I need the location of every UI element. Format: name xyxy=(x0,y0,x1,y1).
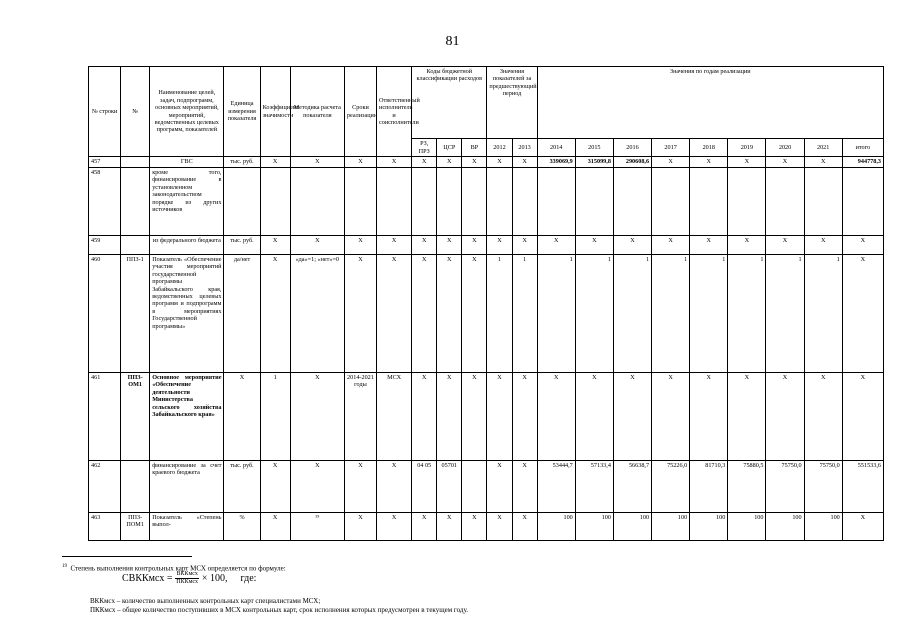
year-value-cell: X xyxy=(690,373,728,461)
name-cell: кроме того, финансирование в установленном законодательством порядке из других источников xyxy=(150,168,224,236)
header-rz: РЗ, ПРЗ xyxy=(412,139,437,157)
row-number-cell: 461 xyxy=(89,373,121,461)
csr-cell: X xyxy=(437,255,462,373)
year-value-cell: 75750,0 xyxy=(804,461,842,513)
year-value-cell: 100 xyxy=(728,513,766,541)
year-2013-cell: X xyxy=(512,236,537,255)
year-value-cell xyxy=(537,168,575,236)
period-cell: 2014-2021 годы xyxy=(344,373,376,461)
header-budget-codes: Коды бюджетной классификации расходов xyxy=(412,67,487,139)
header-year-2016: 2016 xyxy=(613,139,651,157)
year-2013-cell: X xyxy=(512,513,537,541)
rz-cell: X xyxy=(412,513,437,541)
code-cell xyxy=(121,168,150,236)
year-value-cell: 56638,7 xyxy=(613,461,651,513)
table-row xyxy=(89,168,884,236)
table-row xyxy=(89,255,884,373)
csr-cell: 05701 xyxy=(437,461,462,513)
method-cell: X xyxy=(290,461,344,513)
header-period: Сроки реализации xyxy=(344,67,376,157)
year-value-cell: 339069,9 xyxy=(537,157,575,168)
period-cell: X xyxy=(344,236,376,255)
header-year-2014: 2014 xyxy=(537,139,575,157)
year-2012-cell: X xyxy=(487,373,512,461)
header-row-no: № строки xyxy=(89,67,121,157)
vr-cell xyxy=(462,168,487,236)
name-cell: Показатель «Обеспечение участия мероприятий государственной программы Забайкальского края, ведомственных целевых программ и подпрограмм в мероприятиях Государственной программы» xyxy=(150,255,224,373)
formula-rhs: × 100, xyxy=(201,573,228,584)
table-row xyxy=(89,236,884,255)
year-value-cell: 100 xyxy=(766,513,804,541)
year-value-cell: X xyxy=(613,236,651,255)
year-value-cell: X xyxy=(575,373,613,461)
header-vr: ВР xyxy=(462,139,487,157)
total-cell xyxy=(842,168,883,236)
year-2013-cell: X xyxy=(512,157,537,168)
year-value-cell xyxy=(766,168,804,236)
year-2013-cell xyxy=(512,168,537,236)
table-body xyxy=(89,157,884,541)
coef-cell: X xyxy=(260,157,290,168)
header-year-2019: 2019 xyxy=(728,139,766,157)
coef-cell: 1 xyxy=(260,373,290,461)
vr-cell xyxy=(462,461,487,513)
header-total: итого xyxy=(842,139,883,157)
rz-cell: X xyxy=(412,157,437,168)
rz-cell: 04 05 xyxy=(412,461,437,513)
responsible-cell: X xyxy=(377,255,412,373)
year-value-cell xyxy=(613,168,651,236)
year-value-cell: 53444,7 xyxy=(537,461,575,513)
method-cell xyxy=(290,168,344,236)
year-2012-cell xyxy=(487,168,512,236)
year-value-cell: X xyxy=(652,373,690,461)
footnote-formula xyxy=(122,571,256,586)
total-cell: X xyxy=(842,255,883,373)
header-prev-values: Значения показателей за предшествующий период xyxy=(487,67,537,139)
year-value-cell xyxy=(804,168,842,236)
row-number-cell: 460 xyxy=(89,255,121,373)
unit-cell: тыс. руб. xyxy=(224,236,260,255)
year-value-cell: 1 xyxy=(690,255,728,373)
year-2012-cell: X xyxy=(487,157,512,168)
responsible-cell: X xyxy=(377,236,412,255)
period-cell: X xyxy=(344,255,376,373)
year-2012-cell: X xyxy=(487,513,512,541)
year-value-cell: 75750,0 xyxy=(766,461,804,513)
coef-cell: X xyxy=(260,236,290,255)
header-coef: Коэффициент значимости xyxy=(260,67,290,157)
year-value-cell: 1 xyxy=(613,255,651,373)
table-row xyxy=(89,461,884,513)
year-value-cell: X xyxy=(728,373,766,461)
table-header xyxy=(89,67,884,157)
unit-cell: X xyxy=(224,373,260,461)
csr-cell: X xyxy=(437,513,462,541)
responsible-cell: X xyxy=(377,461,412,513)
header-year-2018: 2018 xyxy=(690,139,728,157)
header-year-values: Значения по годам реализации xyxy=(537,67,883,139)
year-2012-cell: X xyxy=(487,236,512,255)
year-value-cell: 75880,5 xyxy=(728,461,766,513)
name-cell: из федерального бюджета xyxy=(150,236,224,255)
header-year-2017: 2017 xyxy=(652,139,690,157)
coef-cell: X xyxy=(260,255,290,373)
vr-cell: X xyxy=(462,373,487,461)
footnote-line-1: ВККмсх – количество выполненных контрольных карт специалистами МСХ; xyxy=(90,597,321,605)
year-2013-cell: X xyxy=(512,461,537,513)
year-value-cell: X xyxy=(537,236,575,255)
header-unit: Единица измерения показателя xyxy=(224,67,260,157)
year-2013-cell: X xyxy=(512,373,537,461)
year-value-cell: 1 xyxy=(537,255,575,373)
name-cell: Показатель «Степень выпол- xyxy=(150,513,224,541)
header-method: Методика расчета показателя xyxy=(290,67,344,157)
year-value-cell: X xyxy=(652,157,690,168)
name-cell: финансирование за счет краевого бюджета xyxy=(150,461,224,513)
header-year-2021: 2021 xyxy=(804,139,842,157)
year-value-cell: 100 xyxy=(690,513,728,541)
formula-fraction xyxy=(175,571,198,586)
year-value-cell: X xyxy=(690,157,728,168)
period-cell: X xyxy=(344,157,376,168)
coef-cell: X xyxy=(260,513,290,541)
code-cell: ППЗ-ПОМ1 xyxy=(121,513,150,541)
year-2013-cell: 1 xyxy=(512,255,537,373)
responsible-cell xyxy=(377,168,412,236)
year-value-cell: 1 xyxy=(804,255,842,373)
total-cell: 944778,3 xyxy=(842,157,883,168)
year-value-cell: X xyxy=(804,373,842,461)
coef-cell xyxy=(260,168,290,236)
rz-cell xyxy=(412,168,437,236)
year-value-cell: X xyxy=(804,236,842,255)
year-value-cell: X xyxy=(766,236,804,255)
unit-cell: да/нет xyxy=(224,255,260,373)
year-value-cell xyxy=(728,168,766,236)
method-cell: X xyxy=(290,236,344,255)
row-number-cell: 458 xyxy=(89,168,121,236)
responsible-cell: МСХ xyxy=(377,373,412,461)
year-value-cell: X xyxy=(804,157,842,168)
code-cell xyxy=(121,236,150,255)
footnote-text: Степень выполнения контрольных карт МСХ определяется по формуле: xyxy=(70,564,286,573)
year-value-cell: 75226,0 xyxy=(652,461,690,513)
year-value-cell: 100 xyxy=(575,513,613,541)
method-cell: X xyxy=(290,157,344,168)
row-number-cell: 462 xyxy=(89,461,121,513)
csr-cell: X xyxy=(437,373,462,461)
year-value-cell xyxy=(690,168,728,236)
table-row xyxy=(89,157,884,168)
method-cell: ¹⁹ xyxy=(290,513,344,541)
header-year-2013: 2013 xyxy=(512,139,537,157)
year-value-cell xyxy=(652,168,690,236)
footnote-rule xyxy=(62,556,192,557)
footnote-line-2: ПККмсх – общее количество поступивших в МСХ контрольных карт, срок исполнения которых предусмотрен в текущем году. xyxy=(90,606,469,614)
header-year-2020: 2020 xyxy=(766,139,804,157)
rz-cell: X xyxy=(412,373,437,461)
total-cell: X xyxy=(842,373,883,461)
total-cell: X xyxy=(842,236,883,255)
year-value-cell: X xyxy=(575,236,613,255)
rz-cell: X xyxy=(412,255,437,373)
year-value-cell: 315099,8 xyxy=(575,157,613,168)
year-value-cell: X xyxy=(766,157,804,168)
formula-numerator: ВККмсх xyxy=(176,571,198,577)
row-number-cell: 459 xyxy=(89,236,121,255)
coef-cell: X xyxy=(260,461,290,513)
year-value-cell: X xyxy=(613,373,651,461)
page-number: 81 xyxy=(445,34,460,49)
year-value-cell: X xyxy=(728,157,766,168)
code-cell: ППЗ-ОМ1 xyxy=(121,373,150,461)
unit-cell: тыс. руб. xyxy=(224,461,260,513)
unit-cell xyxy=(224,168,260,236)
year-value-cell: 290608,6 xyxy=(613,157,651,168)
responsible-cell: X xyxy=(377,513,412,541)
method-cell: X xyxy=(290,373,344,461)
header-name: Наименование целей, задач, подпрограмм, основных мероприятий, мероприятий, ведомственных целевых программ, показателей xyxy=(150,67,224,157)
vr-cell: X xyxy=(462,513,487,541)
table-row xyxy=(89,513,884,541)
header-responsible: Ответственный исполнитель и соисполнители xyxy=(377,67,412,157)
period-cell: X xyxy=(344,461,376,513)
header-year-2012: 2012 xyxy=(487,139,512,157)
year-value-cell: 57133,4 xyxy=(575,461,613,513)
header-no: № xyxy=(121,67,150,157)
footnote-mark: 19 xyxy=(62,564,67,569)
header-year-2015: 2015 xyxy=(575,139,613,157)
table-row xyxy=(89,373,884,461)
year-value-cell: 1 xyxy=(652,255,690,373)
year-value-cell: 100 xyxy=(537,513,575,541)
formula-where: где: xyxy=(240,573,257,584)
name-cell: ГВС xyxy=(150,157,224,168)
csr-cell: X xyxy=(437,236,462,255)
vr-cell: X xyxy=(462,236,487,255)
year-value-cell: 100 xyxy=(652,513,690,541)
year-value-cell: X xyxy=(652,236,690,255)
row-number-cell: 457 xyxy=(89,157,121,168)
formula-denominator: ПККмсх xyxy=(176,579,199,585)
total-cell: 551533,6 xyxy=(842,461,883,513)
year-value-cell: X xyxy=(690,236,728,255)
year-value-cell: 1 xyxy=(728,255,766,373)
code-cell xyxy=(121,157,150,168)
total-cell: X xyxy=(842,513,883,541)
method-cell: «да»=1; «нет»=0 xyxy=(290,255,344,373)
year-value-cell: 100 xyxy=(804,513,842,541)
year-value-cell: X xyxy=(728,236,766,255)
period-cell: X xyxy=(344,513,376,541)
code-cell xyxy=(121,461,150,513)
year-value-cell: 1 xyxy=(575,255,613,373)
vr-cell: X xyxy=(462,157,487,168)
header-csr: ЦСР xyxy=(437,139,462,157)
vr-cell: X xyxy=(462,255,487,373)
year-value-cell xyxy=(575,168,613,236)
rz-cell: X xyxy=(412,236,437,255)
period-cell xyxy=(344,168,376,236)
year-value-cell: 1 xyxy=(766,255,804,373)
csr-cell: X xyxy=(437,157,462,168)
name-cell: Основное мероприятие «Обеспечение деятельности Министерства сельского хозяйства Забайкальского края» xyxy=(150,373,224,461)
year-2012-cell: 1 xyxy=(487,255,512,373)
responsible-cell: X xyxy=(377,157,412,168)
csr-cell xyxy=(437,168,462,236)
year-value-cell: 81710,3 xyxy=(690,461,728,513)
row-number-cell: 463 xyxy=(89,513,121,541)
code-cell: ППЗ-1 xyxy=(121,255,150,373)
unit-cell: тыс. руб. xyxy=(224,157,260,168)
indicators-table xyxy=(88,66,884,541)
unit-cell: % xyxy=(224,513,260,541)
formula-lhs: СВККмсх = xyxy=(122,573,173,584)
year-2012-cell: X xyxy=(487,461,512,513)
year-value-cell: 100 xyxy=(613,513,651,541)
year-value-cell: X xyxy=(766,373,804,461)
year-value-cell: X xyxy=(537,373,575,461)
